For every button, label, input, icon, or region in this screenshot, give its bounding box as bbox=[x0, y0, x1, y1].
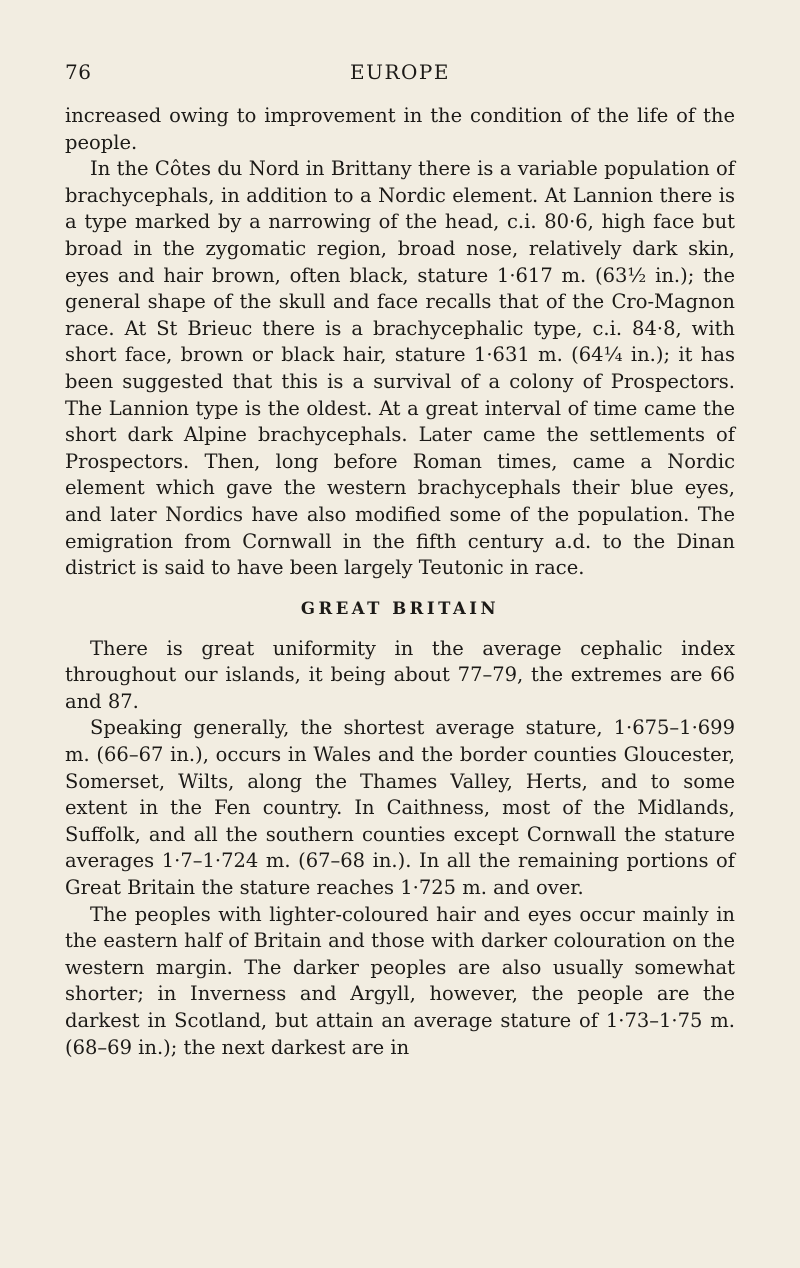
paragraph-stature: Speaking generally, the shortest average stature, 1·675–1·699 m. (66–67 in.), occurs in Wales and the border counties Gloucester, Somerset, Wilts, along the Thames Valley, Herts, and to some extent in the Fen country. In Caithness, most of the Midlands, Suffolk, and all the southern counties except Cornwall the stature averages 1·7–1·724 m. (67–68 in.). In all the remaining portions of Great Britain the stature reaches 1·725 m. and over. bbox=[65, 716, 735, 900]
paragraph-colouration: The peoples with lighter-coloured hair and eyes occur mainly in the eastern half of Britain and those with darker colouration on the western margin. The darker peoples are also usually somewhat shorter; in Inverness and Argyll, however, the people are the darkest in Scotland, but attain an average stature of 1·73–1·75 m. (68–69 in.); the next darkest are in bbox=[65, 902, 735, 1059]
paragraph-cephalic-index: There is great uniformity in the average cephalic index throughout our islands, it being about 77–79, the extremes are 66 and 87. bbox=[65, 636, 735, 713]
book-page bbox=[65, 60, 735, 1061]
body-text bbox=[65, 103, 735, 1061]
paragraph-continued: increased owing to improvement in the condition of the life of the people. bbox=[65, 104, 735, 154]
paragraph-brittany: In the Côtes du Nord in Brittany there is a variable population of brachycephals, in addition to a Nordic element. At Lannion there is a type marked by a narrowing of the head, c.i. 80·6, high face but broad in the zygomatic region, broad nose, relatively dark skin, eyes and hair brown, often black, stature 1·617 m. (63½ in.); the general shape of the skull and face recalls that of the Cro-Magnon race. At St Brieuc there is a brachycephalic type, c.i. 84·8, with short face, brown or black hair, stature 1·631 m. (64¼ in.); it has been suggested that this is a survival of a colony of Prospectors. The Lannion type is the oldest. At a great interval of time came the short dark Alpine brachycephals. Later came the settlements of Prospectors. Then, long before Roman times, came a Nordic element which gave the western brachycephals their blue eyes, and later Nordics have also modified some of the population. The emigration from Cornwall in the fifth century a.d. to the Dinan district is said to have been largely Teutonic in race. bbox=[65, 157, 735, 580]
running-head bbox=[65, 60, 735, 90]
running-title: EUROPE bbox=[350, 60, 450, 84]
section-heading: GREAT BRITAIN bbox=[300, 598, 500, 618]
page-number: 76 bbox=[65, 60, 92, 84]
